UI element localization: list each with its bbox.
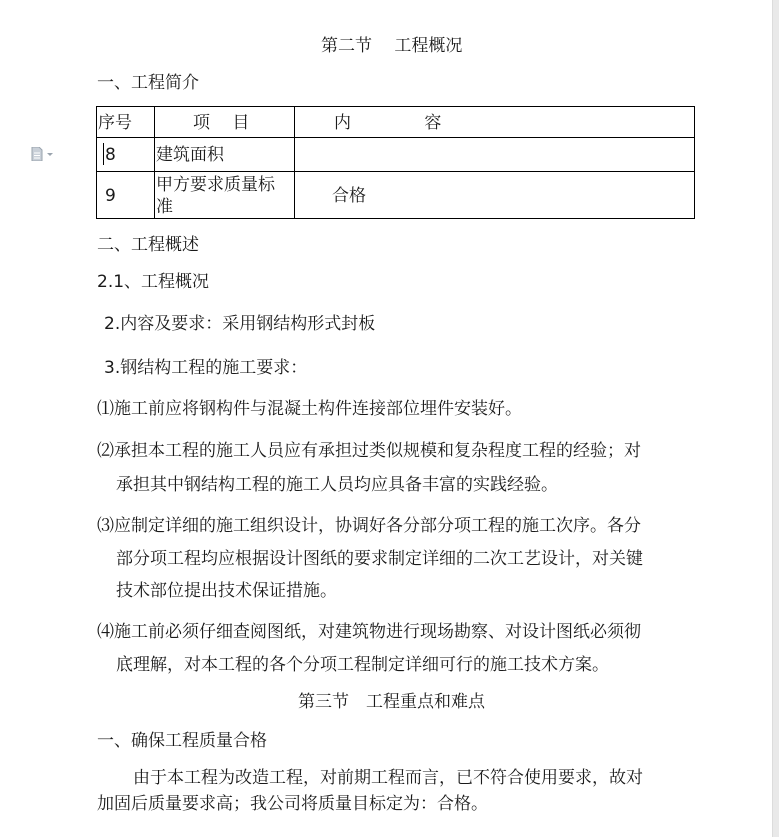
table-cell-no: 9 bbox=[105, 186, 116, 206]
section-title: 第三节 工程重点和难点 bbox=[298, 692, 485, 712]
item-2: 2.内容及要求：采用钢结构形式封板 bbox=[104, 314, 376, 334]
table-header-no: 序号 bbox=[98, 113, 132, 133]
requirement-1: ⑴施工前应将钢构件与混凝土构件连接部位埋件安装好。 bbox=[97, 399, 522, 419]
heading-project-intro: 一、工程简介 bbox=[97, 73, 199, 93]
section-title: 第二节 工程概况 bbox=[321, 36, 463, 56]
body-paragraph: 由于本工程为改造工程，对前期工程而言，已不符合使用要求，故对 bbox=[133, 768, 643, 788]
table-cell-no: 8 bbox=[105, 145, 116, 165]
page-right-edge bbox=[772, 0, 779, 837]
requirement-3: ⑶应制定详细的施工组织设计，协调好各分部分项工程的施工次序。各分 bbox=[97, 516, 641, 536]
table-header-item: 项 目 bbox=[193, 113, 250, 133]
body-paragraph-cont: 加固后质量要求高；我公司将质量目标定为：合格。 bbox=[97, 794, 488, 814]
requirement-3-cont: 部分项工程均应根据设计图纸的要求制定详细的二次工艺设计，对关键 bbox=[116, 549, 643, 569]
table-cell-item-cont: 准 bbox=[156, 197, 173, 217]
text-cursor bbox=[103, 143, 104, 165]
subheading-2-1: 2.1、工程概况 bbox=[97, 272, 210, 292]
document-icon[interactable] bbox=[30, 146, 58, 160]
heading-project-overview: 二、工程概述 bbox=[97, 235, 199, 255]
requirement-4-cont: 底理解，对本工程的各个分项工程制定详细可行的施工技术方案。 bbox=[116, 655, 609, 675]
item-3: 3.钢结构工程的施工要求： bbox=[104, 358, 308, 378]
heading-quality: 一、确保工程质量合格 bbox=[97, 731, 267, 751]
requirement-2-cont: 承担其中钢结构工程的施工人员均应具备丰富的实践经验。 bbox=[116, 475, 558, 495]
table-header-content: 内 容 bbox=[334, 113, 442, 133]
table-cell-content: 合格 bbox=[332, 186, 366, 206]
requirement-3-cont: 技术部位提出技术保证措施。 bbox=[116, 581, 337, 601]
requirement-2: ⑵承担本工程的施工人员应有承担过类似规模和复杂程度工程的经验；对 bbox=[97, 441, 641, 461]
table-cell-item: 建筑面积 bbox=[156, 145, 224, 165]
table-cell-item: 甲方要求质量标 bbox=[156, 175, 275, 195]
project-info-table bbox=[96, 106, 695, 219]
requirement-4: ⑷施工前必须仔细查阅图纸，对建筑物进行现场勘察、对设计图纸必须彻 bbox=[97, 622, 641, 642]
